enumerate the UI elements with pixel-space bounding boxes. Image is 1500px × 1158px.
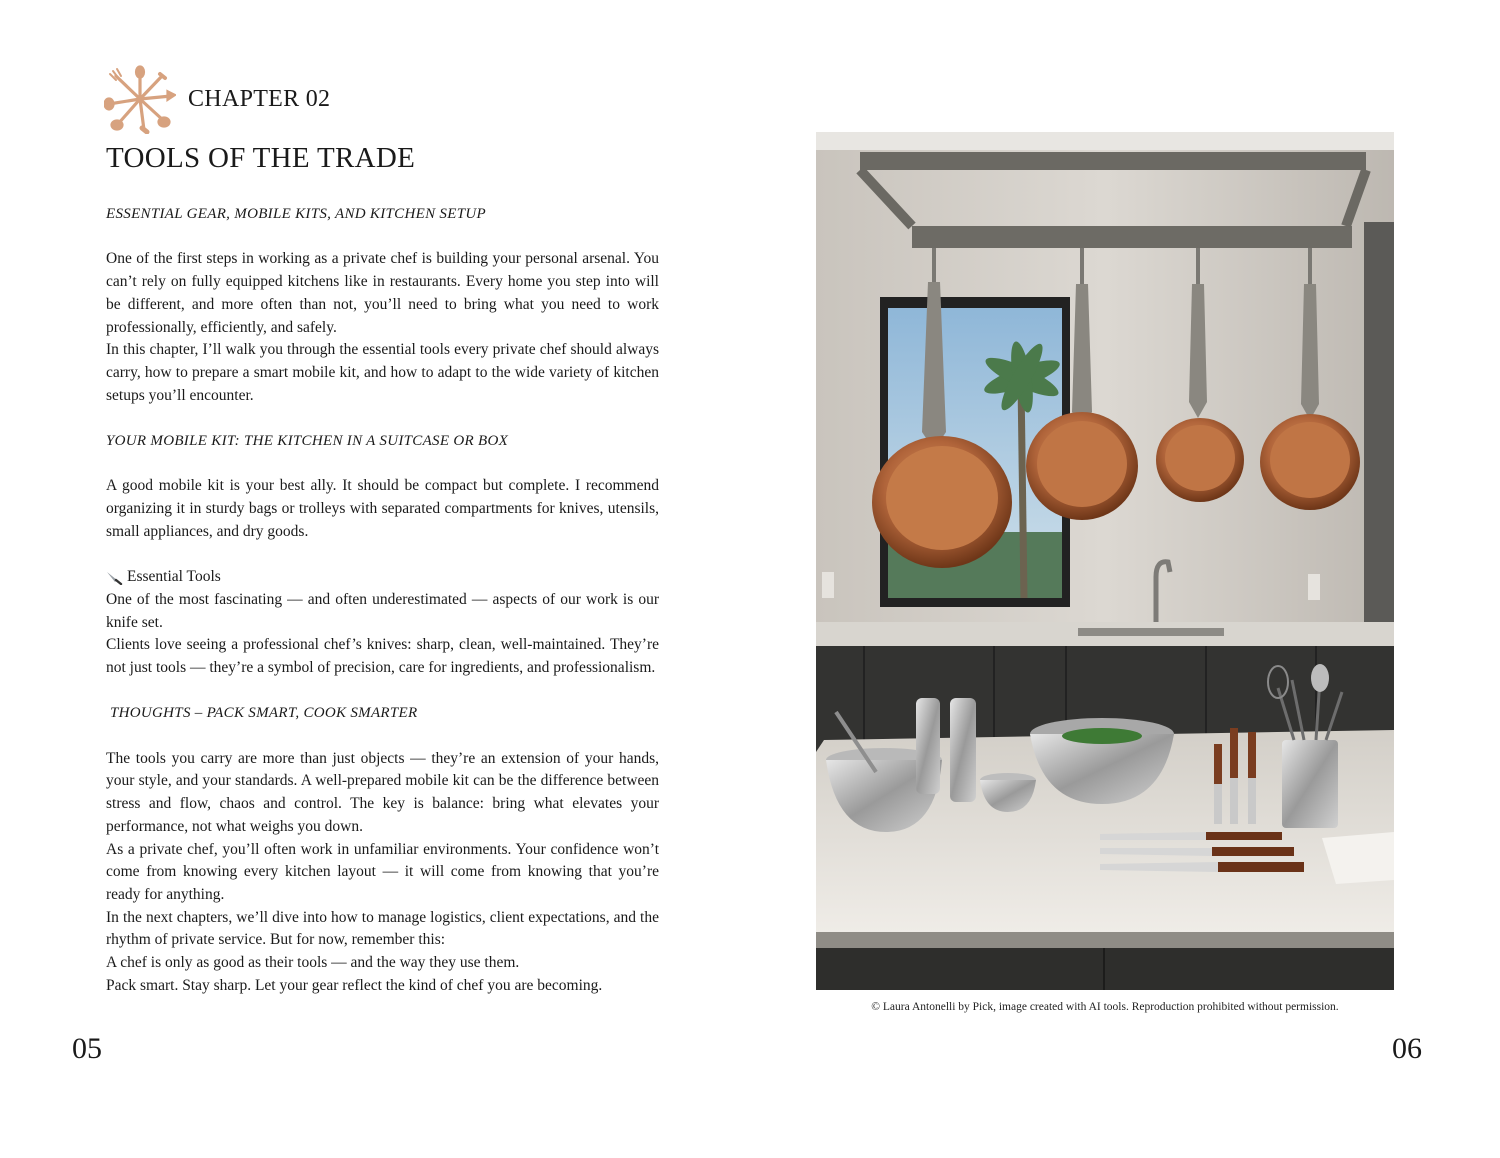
thoughts-paragraph-4: A chef is only as good as their tools — and the way they use them. [106, 954, 520, 972]
page-number-right: 06 [1392, 1032, 1422, 1065]
chapter-header [104, 64, 330, 134]
chapter-title: TOOLS OF THE TRADE [106, 142, 416, 174]
intro-paragraph-1: One of the first steps in working as a private chef is building your personal arsenal. You can’t rely on fully equipped kitchens like in restaurants. Every home you step into will be different, and more often than not, you’ll need to bring what you need to work professionally, efficiently, and safely. [106, 250, 659, 336]
essential-tools-text: Essential Tools [127, 568, 221, 586]
chapter-label: CHAPTER 02 [188, 85, 331, 112]
kit-heading: YOUR MOBILE KIT: THE KITCHEN IN A SUITCASE OR BOX [106, 433, 509, 449]
thoughts-paragraph-1: The tools you carry are more than just objects — they’re an extension of your hands, your style, and your standards. A well-prepared mobile kit can be the difference between stress and flow, chaos and control. The key is balance: bring what elevates your performance, not what weighs you down. [106, 749, 659, 835]
kit-paragraph: A good mobile kit is your best ally. It should be compact but complete. I recommend organizing it in sturdy bags or trolleys with separated compartments for knives, utensils, small appliances, and dry goods. [106, 477, 659, 540]
tools-paragraph-2: Clients love seeing a professional chef’s knives: sharp, clean, well-maintained. They’re not just tools — they’re a symbol of precision, care for ingredients, and professionalism. [106, 636, 659, 676]
intro-paragraph-2: In this chapter, I’ll walk you through the essential tools every private chef should always carry, how to prepare a smart mobile kit, and how to adapt to the wide variety of kitchen setups you’ll encounter. [106, 341, 659, 404]
utensils-burst-icon [104, 64, 176, 134]
tools-paragraph-1: One of the most fascinating — and often underestimated — aspects of our work is our knife set. [106, 590, 659, 631]
thoughts-heading: THOUGHTS – PACK SMART, COOK SMARTER [110, 705, 418, 722]
intro-heading: ESSENTIAL GEAR, MOBILE KITS, AND KITCHEN SETUP [106, 206, 486, 222]
image-caption: © Laura Antonelli by Pick, image created with AI tools. Reproduction prohibited without permission. [871, 1001, 1339, 1013]
page-number-left: 05 [72, 1032, 102, 1065]
thoughts-paragraph-3: In the next chapters, we’ll dive into how to manage logistics, client expectations, and the rhythm of private service. But for now, remember this: [106, 908, 659, 949]
thoughts-paragraph-5: Pack smart. Stay sharp. Let your gear reflect the kind of chef you are becoming. [106, 976, 603, 994]
thoughts-paragraph-2: As a private chef, you’ll often work in unfamiliar environments. Your confidence won’t come from knowing every kitchen layout — it will come from knowing that you’re ready for anything. [106, 840, 659, 903]
knife-icon [106, 571, 123, 585]
essential-tools-label [106, 566, 659, 589]
left-page-body [106, 203, 659, 998]
kitchen-photo [816, 132, 1394, 990]
